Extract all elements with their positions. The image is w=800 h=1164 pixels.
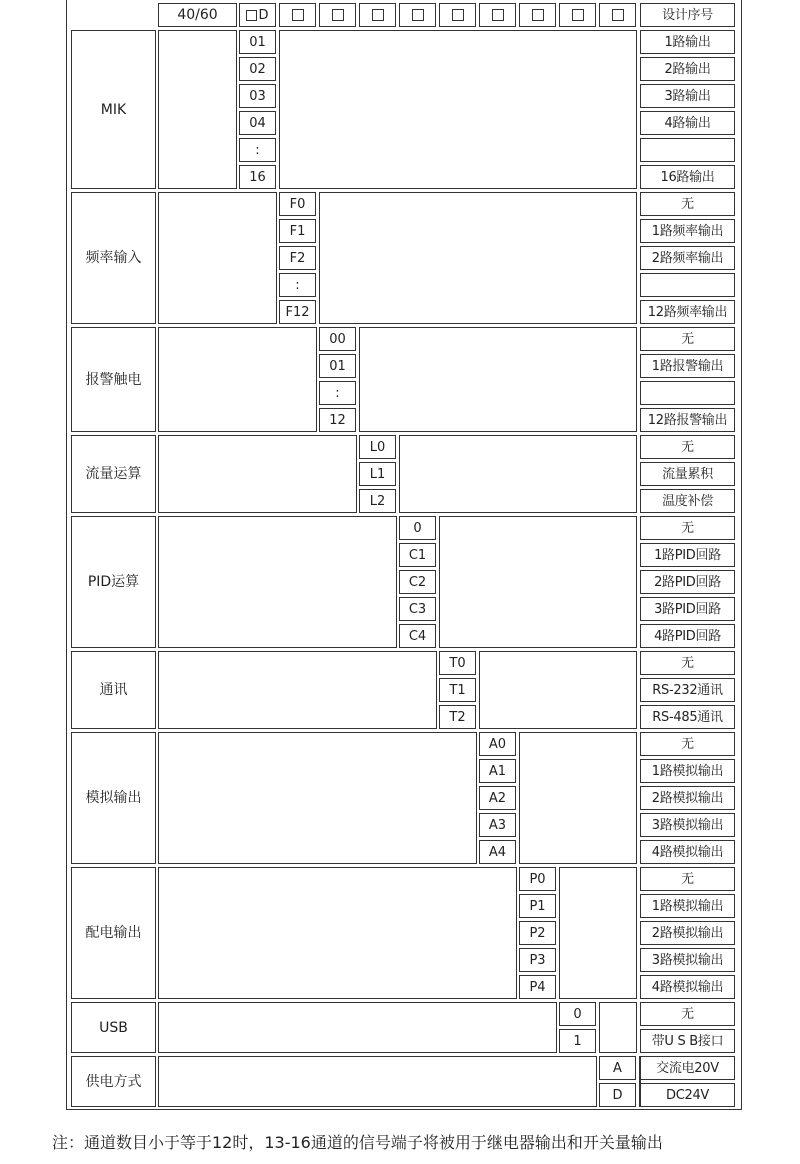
option-description-cell: 无 [640, 516, 735, 540]
checkbox-icon [572, 9, 584, 21]
section-blank-left [158, 516, 397, 648]
option-code-cell: F2 [279, 246, 316, 270]
option-description-cell: 无 [640, 435, 735, 459]
option-description-cell: 3路PID回路 [640, 597, 735, 621]
option-code-cell: L1 [359, 462, 396, 486]
section-blank-left [158, 435, 357, 513]
checkbox-icon [492, 9, 504, 21]
option-code-cell: 16 [239, 165, 276, 189]
option-description-cell: 2路频率输出 [640, 246, 735, 270]
option-description-cell: 3路输出 [640, 84, 735, 108]
option-code-cell: C3 [399, 597, 436, 621]
option-code-cell: T0 [439, 651, 476, 675]
header-box-cell [559, 3, 596, 27]
option-description-cell: 1路模拟输出 [640, 894, 735, 918]
option-code-cell: P3 [519, 948, 556, 972]
option-code-cell: A3 [479, 813, 516, 837]
section-blank-left [158, 327, 317, 432]
option-code-cell: A4 [479, 840, 516, 864]
section-blank-right [279, 30, 637, 189]
option-code-cell: C2 [399, 570, 436, 594]
section-blank-right [479, 651, 637, 729]
option-description-cell: 3路模拟输出 [640, 948, 735, 972]
checkbox-icon [452, 9, 464, 21]
header-box-cell [399, 3, 436, 27]
option-description-cell: 1路报警输出 [640, 354, 735, 378]
box-suffix: D [258, 7, 269, 23]
option-code-cell: 0 [559, 1002, 596, 1026]
option-code-cell: : [239, 138, 276, 162]
design-number-label: 设计序号 [640, 3, 735, 27]
option-code-cell: 0 [399, 516, 436, 540]
option-code-cell: 01 [239, 30, 276, 54]
section-blank-left [158, 867, 517, 999]
header-box-cell [599, 3, 636, 27]
option-code-cell: 12 [319, 408, 356, 432]
option-description-cell: 无 [640, 1002, 735, 1026]
option-description-cell: 1路输出 [640, 30, 735, 54]
section-title: 配电输出 [71, 867, 156, 999]
option-description-cell: RS-232通讯 [640, 678, 735, 702]
header-box-cell [519, 3, 556, 27]
option-code-cell: 01 [319, 354, 356, 378]
option-description-cell: 流量累积 [640, 462, 735, 486]
option-code-cell: 1 [559, 1029, 596, 1053]
option-code-cell: L0 [359, 435, 396, 459]
option-description-cell: 温度补偿 [640, 489, 735, 513]
option-description-cell: 4路输出 [640, 111, 735, 135]
option-description-cell: 12路频率输出 [640, 300, 735, 324]
section-title: 频率输入 [71, 192, 156, 324]
checkbox-icon [332, 9, 344, 21]
option-code-cell: P2 [519, 921, 556, 945]
section-blank-left [158, 192, 277, 324]
option-code-cell: P0 [519, 867, 556, 891]
section-title: 报警触电 [71, 327, 156, 432]
option-code-cell: 04 [239, 111, 276, 135]
option-description-cell [640, 273, 735, 297]
option-description-cell: 2路模拟输出 [640, 786, 735, 810]
option-code-cell: F1 [279, 219, 316, 243]
option-code-cell: F0 [279, 192, 316, 216]
section-title: 供电方式 [71, 1056, 156, 1107]
checkbox-icon [246, 10, 257, 21]
option-code-cell: 03 [239, 84, 276, 108]
option-code-cell: : [319, 381, 356, 405]
header-box-cell [359, 3, 396, 27]
section-blank-right [399, 435, 637, 513]
section-blank-right [559, 867, 637, 999]
option-description-cell: 2路输出 [640, 57, 735, 81]
header-box-cell [239, 3, 276, 27]
option-description-cell: 4路模拟输出 [640, 975, 735, 999]
option-description-cell: 1路频率输出 [640, 219, 735, 243]
footnote: 注：通道数目小于等于12时，13-16通道的信号端子将被用于继电器输出和开关量输出 [52, 1133, 663, 1152]
section-blank-right [439, 516, 637, 648]
option-description-cell: 12路报警输出 [640, 408, 735, 432]
option-code-cell: C4 [399, 624, 436, 648]
option-description-cell: 无 [640, 651, 735, 675]
option-code-cell: A [599, 1056, 636, 1080]
option-description-cell: 3路模拟输出 [640, 813, 735, 837]
option-description-cell: 无 [640, 327, 735, 351]
section-blank-left [158, 30, 237, 189]
checkbox-icon [532, 9, 544, 21]
option-description-cell: 带U S B接口 [640, 1029, 735, 1053]
option-description-cell: DC24V [640, 1083, 735, 1107]
option-code-cell: P4 [519, 975, 556, 999]
option-description-cell: 2路PID回路 [640, 570, 735, 594]
option-code-cell: 02 [239, 57, 276, 81]
option-code-cell: D [599, 1083, 636, 1107]
option-description-cell: RS-485通讯 [640, 705, 735, 729]
option-description-cell [640, 138, 735, 162]
header-box-cell [439, 3, 476, 27]
section-blank-right [319, 192, 637, 324]
section-blank-left [158, 1002, 557, 1053]
section-title: USB [71, 1002, 156, 1053]
option-description-cell: 无 [640, 732, 735, 756]
header-box-cell [319, 3, 356, 27]
option-description-cell: 4路PID回路 [640, 624, 735, 648]
option-code-cell: T1 [439, 678, 476, 702]
section-title: PID运算 [71, 516, 156, 648]
option-code-cell: F12 [279, 300, 316, 324]
section-blank-right [359, 327, 637, 432]
option-description-cell: 16路输出 [640, 165, 735, 189]
option-code-cell: 00 [319, 327, 356, 351]
section-blank-left [158, 651, 437, 729]
checkbox-icon [612, 9, 624, 21]
option-code-cell: C1 [399, 543, 436, 567]
section-blank-right [519, 732, 637, 864]
section-title: 流量运算 [71, 435, 156, 513]
checkbox-icon [372, 9, 384, 21]
option-description-cell: 无 [640, 867, 735, 891]
option-description-cell: 1路PID回路 [640, 543, 735, 567]
header-box-cell [479, 3, 516, 27]
option-description-cell: 4路模拟输出 [640, 840, 735, 864]
section-blank-left [158, 732, 477, 864]
option-code-cell: : [279, 273, 316, 297]
section-title: 模拟输出 [71, 732, 156, 864]
header-box-cell [279, 3, 316, 27]
option-code-cell: T2 [439, 705, 476, 729]
option-description-cell [640, 381, 735, 405]
checkbox-icon [292, 9, 304, 21]
option-description-cell: 1路模拟输出 [640, 759, 735, 783]
checkbox-icon [412, 9, 424, 21]
option-description-cell: 无 [640, 192, 735, 216]
option-description-cell: 交流电20V [640, 1056, 735, 1080]
section-title: MIK [71, 30, 156, 189]
option-code-cell: A0 [479, 732, 516, 756]
section-blank-left [158, 1056, 597, 1107]
option-code-cell: A1 [479, 759, 516, 783]
option-code-cell: P1 [519, 894, 556, 918]
option-description-cell: 2路模拟输出 [640, 921, 735, 945]
section-title: 通讯 [71, 651, 156, 729]
model-code-cell: 40/60 [158, 3, 237, 27]
option-code-cell: L2 [359, 489, 396, 513]
section-blank-right [599, 1002, 637, 1053]
option-code-cell: A2 [479, 786, 516, 810]
